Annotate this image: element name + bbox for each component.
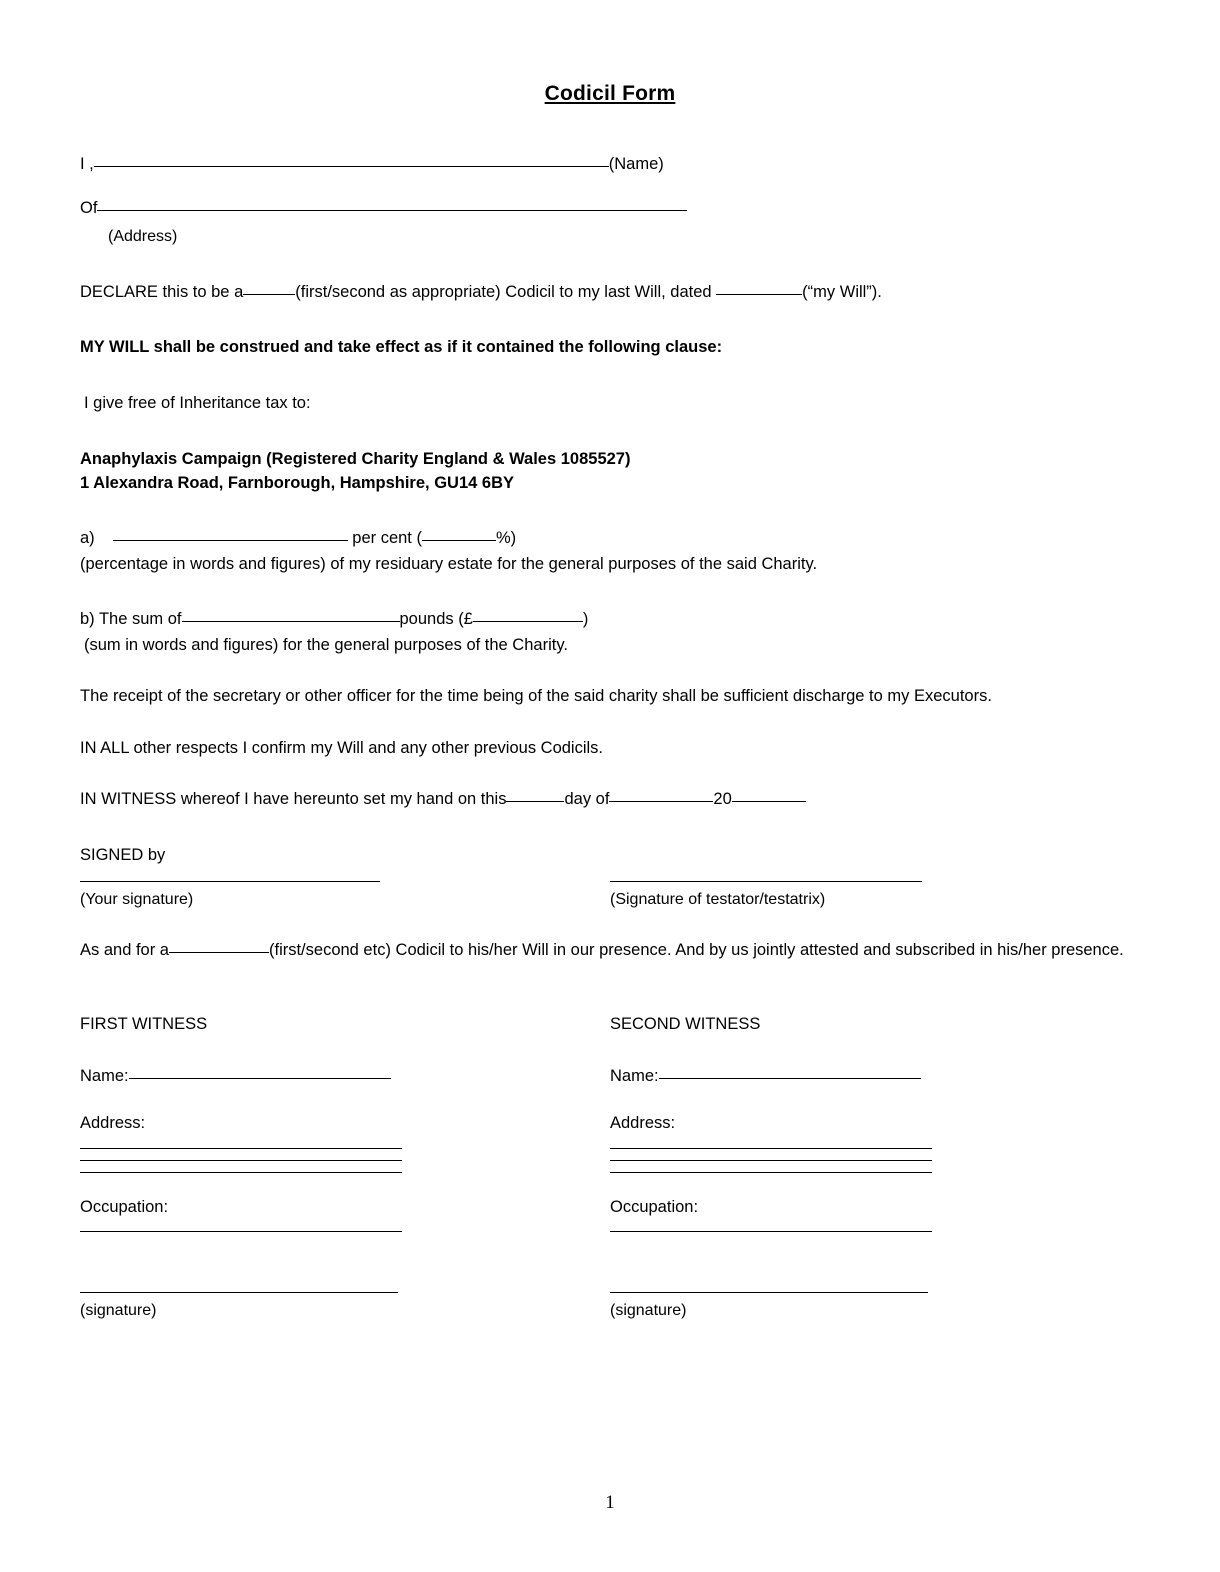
first-witness-name-input[interactable] [129, 1078, 391, 1079]
construed-heading: MY WILL shall be construed and take effect as if it contained the following clause: [80, 338, 723, 357]
charity-details [80, 447, 1140, 497]
clause-b-description: (sum in words and figures) for the general purposes of the Charity. [84, 635, 568, 654]
clause-a-percent-figure-blank[interactable] [422, 540, 496, 541]
second-witness-heading: SECOND WITNESS [610, 1014, 761, 1033]
witness-month-blank[interactable] [609, 801, 713, 802]
first-witness-address-line-2[interactable] [80, 1160, 402, 1161]
second-witness-name-row [610, 1064, 1140, 1090]
second-witness-name-input[interactable] [659, 1078, 921, 1079]
testator-signature-line[interactable] [610, 881, 922, 882]
clause-b-close-paren: ) [582, 610, 589, 629]
clause-b [80, 607, 1140, 658]
first-witness-signature-caption: (signature) [80, 1302, 157, 1320]
clause-b-sum-words-blank[interactable] [182, 621, 400, 622]
second-witness-signature-caption: (signature) [610, 1302, 687, 1320]
second-witness-occupation-line[interactable] [610, 1231, 932, 1232]
attest-part1: As and for a [80, 941, 169, 960]
charity-address: 1 Alexandra Road, Farnborough, Hampshire, GU14 6BY [80, 474, 514, 493]
second-witness-occupation-label: Occupation: [610, 1197, 699, 1216]
second-witness-address-line-2[interactable] [610, 1160, 932, 1161]
name-row [80, 152, 1140, 178]
first-witness-occupation-line[interactable] [80, 1231, 402, 1232]
second-witness-address-label: Address: [610, 1114, 676, 1133]
charity-name: Anaphylaxis Campaign (Registered Charity England & Wales 1085527) [80, 449, 631, 468]
first-witness-block [80, 1012, 610, 1324]
witness-section [80, 1012, 1140, 1324]
codicil-order-blank[interactable] [243, 294, 295, 295]
attest-order-blank[interactable] [169, 952, 269, 953]
address-input-line[interactable] [97, 210, 687, 211]
address-row [80, 196, 1140, 250]
in-witness-part3: 20 [713, 790, 732, 809]
clause-a-percent-words-blank[interactable] [113, 540, 348, 541]
declare-text-part3: (“my Will”). [802, 282, 882, 301]
page-number: 1 [605, 1492, 615, 1513]
in-witness-paragraph [80, 787, 1140, 813]
your-signature-caption: (Your signature) [80, 890, 194, 908]
second-witness-signature-line[interactable] [610, 1292, 928, 1293]
clause-a-percent-sign: %) [495, 529, 517, 548]
signature-col-left [80, 881, 610, 913]
form-body [80, 152, 1140, 1324]
clause-b-pounds-label: pounds (£ [399, 610, 473, 629]
declare-row [80, 280, 1140, 306]
receipt-paragraph: The receipt of the secretary or other officer for the time being of the said charity shall be sufficient discharge to my Executors. [80, 687, 992, 706]
first-witness-occupation-label: Occupation: [80, 1197, 169, 1216]
address-caption: (Address) [108, 228, 178, 246]
will-date-blank[interactable] [716, 294, 802, 295]
i-prefix-label: I , [80, 155, 94, 173]
witness-day-blank[interactable] [506, 801, 564, 802]
second-witness-name-label: Name: [610, 1066, 659, 1085]
signature-col-right [610, 881, 1140, 913]
testator-signature-caption: (Signature of testator/testatrix) [610, 890, 826, 908]
attestation-paragraph [80, 938, 1140, 964]
first-witness-address-line-1[interactable] [80, 1148, 402, 1149]
clause-a [80, 526, 1140, 577]
declare-text-part2: (first/second as appropriate) Codicil to my last Will, dated [295, 282, 712, 301]
clause-a-description: (percentage in words and figures) of my residuary estate for the general purposes of the said Charity. [80, 554, 818, 573]
clause-a-per-cent-label: per cent ( [352, 529, 422, 548]
first-witness-heading: FIRST WITNESS [80, 1014, 208, 1033]
first-witness-name-row [80, 1064, 610, 1090]
first-witness-name-label: Name: [80, 1066, 129, 1085]
signature-row [80, 881, 1140, 913]
second-witness-address-line-1[interactable] [610, 1148, 932, 1149]
attest-part2: (first/second etc) Codicil to his/her Will in our presence. And by us jointly attested and subscribed in his/her presence. [268, 941, 1124, 960]
of-prefix-label: Of [80, 198, 98, 217]
clause-a-marker: a) [80, 529, 95, 548]
give-line: I give free of Inheritance tax to: [84, 394, 311, 413]
page-title: Codicil Form [544, 82, 676, 105]
first-witness-address-label: Address: [80, 1114, 146, 1133]
witness-year-blank[interactable] [732, 801, 806, 802]
declare-text-part1: DECLARE this to be a [80, 282, 244, 301]
second-witness-block [610, 1012, 1140, 1324]
confirm-paragraph: IN ALL other respects I confirm my Will and any other previous Codicils. [80, 738, 604, 757]
signed-by-label: SIGNED by [80, 846, 166, 865]
name-caption: (Name) [608, 155, 664, 173]
clause-b-sum-figure-blank[interactable] [473, 621, 583, 622]
first-witness-signature-line[interactable] [80, 1292, 398, 1293]
in-witness-part1: IN WITNESS whereof I have hereunto set my hand on this [80, 790, 507, 809]
clause-b-marker: b) The sum of [80, 610, 182, 629]
in-witness-part2: day of [564, 790, 610, 809]
your-signature-line[interactable] [80, 881, 380, 882]
name-input-line[interactable] [94, 166, 609, 167]
